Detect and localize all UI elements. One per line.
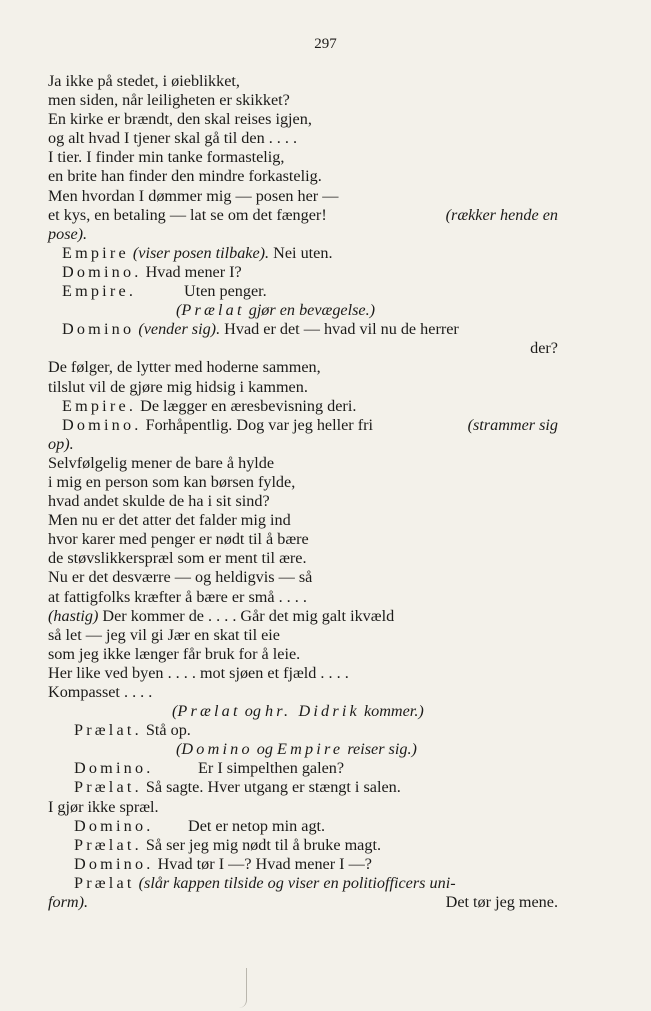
speaker-name: Prælat. bbox=[74, 835, 142, 854]
speech-line bbox=[48, 263, 558, 282]
speaker-name: Prælat bbox=[177, 702, 241, 721]
text-line bbox=[48, 645, 558, 664]
line-text: Hvad mener I? bbox=[145, 262, 242, 281]
speech-line bbox=[48, 836, 558, 855]
stage-direction: ( bbox=[176, 740, 182, 759]
text-line bbox=[48, 473, 558, 492]
line-text: I tier. I finder min tanke formastelig, bbox=[48, 148, 285, 167]
line-text: I gjør ikke spræl. bbox=[48, 797, 159, 816]
speech-line bbox=[48, 721, 558, 740]
text-line bbox=[48, 568, 558, 587]
speech-line bbox=[48, 416, 558, 435]
line-text: Så sagte. Hver utgang er stængt i salen. bbox=[145, 778, 401, 797]
line-text: Selvfølgelig mener de bare å hylde bbox=[48, 453, 275, 472]
text-line bbox=[48, 129, 558, 148]
stage-direction-line bbox=[48, 301, 558, 320]
speaker-name: Prælat bbox=[74, 873, 135, 892]
line-text: men siden, når leiligheten er skikket? bbox=[48, 91, 290, 110]
stage-direction: ( bbox=[176, 301, 182, 320]
line-text: Uten penger. bbox=[184, 282, 267, 301]
text-line bbox=[48, 683, 558, 702]
stage-direction-line bbox=[48, 740, 558, 759]
text-line bbox=[48, 664, 558, 683]
line-text: de støvslikkerspræl som er ment til ære. bbox=[48, 549, 307, 568]
line-text: Det er netop min agt. bbox=[188, 816, 326, 835]
stage-direction: form). bbox=[48, 893, 89, 912]
speaker-name: Domino bbox=[181, 740, 253, 759]
speaker-name: Empire. bbox=[62, 396, 137, 415]
line-text: og alt hvad I tjener skal gå til den . . . . bbox=[48, 129, 298, 148]
page-edge-mark bbox=[232, 968, 247, 1008]
page-text bbox=[48, 72, 558, 912]
speaker-name: Empire. bbox=[62, 282, 137, 301]
speech-line bbox=[48, 817, 558, 836]
line-text: et kys, en betaling — lat se om det fænger! bbox=[48, 205, 327, 224]
stage-direction: ( bbox=[172, 702, 178, 721]
stage-direction: (strammer sig bbox=[467, 415, 558, 434]
text-line bbox=[48, 798, 558, 817]
text-line bbox=[48, 148, 558, 167]
speech-line bbox=[48, 778, 558, 797]
text-line bbox=[48, 91, 558, 110]
line-text: Ja ikke på stedet, i øieblikket, bbox=[48, 72, 240, 90]
text-line bbox=[48, 187, 558, 206]
line-text: Men hvordan I dømmer mig — posen her — bbox=[48, 186, 339, 205]
stage-direction: (viser posen tilbake). bbox=[132, 243, 270, 262]
stage-direction-line bbox=[48, 225, 558, 244]
speaker-name: Domino bbox=[62, 320, 135, 339]
line-text: Der kommer de . . . . Går det mig galt ikvæld bbox=[102, 606, 395, 625]
line-text: Her like ved byen . . . . mot sjøen et fjæld . . . . bbox=[48, 663, 349, 682]
stage-direction-line bbox=[48, 435, 558, 454]
line-text: Er I simpelthen galen? bbox=[198, 759, 345, 778]
text-line bbox=[48, 339, 558, 358]
stage-direction-line bbox=[48, 702, 558, 721]
line-text: Hvad er det — hvad vil nu de herrer bbox=[224, 320, 459, 339]
line-text: Det tør jeg mene. bbox=[445, 893, 558, 912]
speaker-name: Empire bbox=[277, 740, 344, 759]
speech-line bbox=[48, 759, 558, 778]
text-line bbox=[48, 72, 558, 91]
line-text: De følger, de lytter med hoderne sammen, bbox=[48, 358, 321, 377]
stage-direction: gjør en bevægelse.) bbox=[248, 301, 376, 320]
text-line bbox=[48, 530, 558, 549]
line-text: som jeg ikke længer får bruk for å leie. bbox=[48, 644, 301, 663]
line-text: hvor karer med penger er nødt til å bære bbox=[48, 530, 309, 549]
line-text: der? bbox=[530, 339, 558, 358]
line-text: Men nu er det atter det falder mig ind bbox=[48, 511, 291, 530]
speech-line bbox=[48, 893, 558, 912]
speech-line bbox=[48, 244, 558, 263]
line-text: Forhåpentlig. Dog var jeg heller fri bbox=[145, 415, 374, 434]
text-line bbox=[48, 492, 558, 511]
stage-direction: (rækker hende en bbox=[445, 205, 558, 224]
speaker-name: Domino. bbox=[74, 759, 154, 778]
stage-direction: op). bbox=[48, 434, 74, 453]
stage-direction: (hastig) bbox=[48, 606, 99, 625]
line-text: Kompasset . . . . bbox=[48, 683, 153, 701]
text-line bbox=[48, 607, 558, 626]
speaker-name: Domino. bbox=[62, 262, 142, 281]
line-text: hvad andet skulde de ha i sit sind? bbox=[48, 492, 270, 511]
speaker-name: Domino. bbox=[74, 854, 154, 873]
line-text: tilslut vil de gjøre mig hidsig i kammen. bbox=[48, 377, 308, 396]
line-text: Hvad tør I —? Hvad mener I —? bbox=[157, 854, 372, 873]
line-text: Så ser jeg mig nødt til å bruke magt. bbox=[145, 835, 381, 854]
line-text: Nu er det desværre — og heldigvis — så bbox=[48, 568, 313, 587]
stage-direction: (vender sig). bbox=[138, 320, 221, 339]
speaker-name: Empire bbox=[62, 243, 129, 262]
text-line bbox=[48, 358, 558, 377]
speech-line bbox=[48, 397, 558, 416]
line-text: Stå op. bbox=[145, 721, 191, 740]
speaker-name: Prælat bbox=[181, 301, 245, 320]
speaker-name: Prælat. bbox=[74, 721, 142, 740]
speaker-name: Prælat. bbox=[74, 778, 142, 797]
text-line bbox=[48, 588, 558, 607]
stage-direction: og bbox=[256, 740, 273, 759]
line-text: så let — jeg vil gi Jær en skat til eie bbox=[48, 625, 280, 644]
speaker-name: hr. Didrik bbox=[264, 702, 360, 721]
text-line bbox=[48, 549, 558, 568]
speaker-name: Domino. bbox=[74, 816, 154, 835]
text-line bbox=[48, 206, 558, 225]
stage-direction: (slår kappen tilside og viser en politiofficers uni- bbox=[138, 873, 456, 892]
speech-line bbox=[48, 320, 558, 339]
speech-line bbox=[48, 874, 558, 893]
speaker-name: Domino. bbox=[62, 415, 142, 434]
text-line bbox=[48, 626, 558, 645]
stage-direction: pose). bbox=[48, 224, 88, 243]
text-line bbox=[48, 167, 558, 186]
text-line bbox=[48, 110, 558, 129]
line-text: en brite han finder den mindre forkastelig. bbox=[48, 167, 322, 186]
text-line bbox=[48, 454, 558, 473]
line-text: En kirke er brændt, den skal reises igjen, bbox=[48, 110, 312, 129]
stage-direction: reiser sig.) bbox=[347, 740, 417, 759]
text-line bbox=[48, 511, 558, 530]
line-text: De lægger en æresbevisning deri. bbox=[140, 396, 357, 415]
line-text: at fattigfolks kræfter å bære er små . . . . bbox=[48, 587, 307, 606]
page-number: 297 bbox=[314, 36, 337, 52]
text-line bbox=[48, 378, 558, 397]
line-text: i mig en person som kan børsen fylde, bbox=[48, 472, 296, 491]
line-text: Nei uten. bbox=[273, 243, 333, 262]
speech-line bbox=[48, 855, 558, 874]
stage-direction: kommer.) bbox=[363, 702, 424, 721]
speech-line bbox=[48, 282, 558, 301]
stage-direction: og bbox=[244, 702, 261, 721]
